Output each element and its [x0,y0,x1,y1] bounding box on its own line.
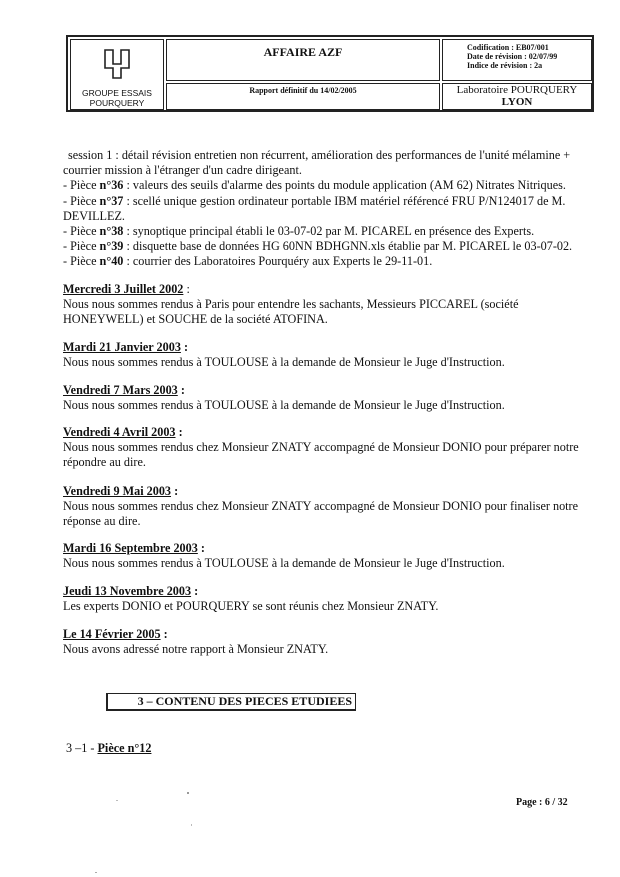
entry-date: Vendredi 7 Mars 2003 [63,383,178,397]
entry-date: Mardi 21 Janvier 2003 [63,340,181,354]
piece-text: : disquette base de données HG 60NN BDHGNN.xls établie par M. PICAREL le 03-07-02. [123,239,573,253]
piece-prefix: - Pièce [63,254,100,268]
scan-mark [95,872,97,873]
entry-date: Le 14 Février 2005 [63,627,161,641]
document-title: AFFAIRE AZF [263,45,343,59]
text-line: session 1 : détail révision entretien non récurrent, amélioration des performances de l'unité mélamine + [68,148,571,162]
laboratoire-name: Laboratoire POURQUERY [456,84,578,96]
piece-text: : synoptique principal établi le 03-07-02 par M. PICAREL en présence des Experts. [123,224,535,238]
entry-text: Nous nous sommes rendus chez Monsieur ZNATY accompagné de Monsieur DONIO pour finaliser notre [63,499,579,513]
entry-text: Nous nous sommes rendus chez Monsieur ZNATY accompagné de Monsieur DONIO pour préparer notre [63,440,579,454]
logo-line-2: POURQUERY [89,98,145,108]
piece-prefix: - Pièce [63,178,100,192]
rapport-cell [166,83,440,110]
entry-date: Mercredi 3 Juillet 2002 [63,282,184,296]
entry-date: Jeudi 13 Novembre 2003 [63,584,192,598]
entry-text: HONEYWELL) et SOUCHE de la société ATOFINA. [63,312,328,326]
scan-mark [116,800,118,801]
piece-37-line [63,194,565,209]
subsection-prefix: 3 –1 - [66,741,98,755]
piece-39-line [63,239,572,254]
entry-text: Nous avons adressé notre rapport à Monsieur ZNATY. [63,642,329,656]
section-heading-box [106,693,356,711]
piece-number: n°39 [99,239,124,253]
date-revision: Date de révision : 02/07/99 [467,52,558,61]
entry-text: Nous nous sommes rendus à TOULOUSE à la demande de Monsieur le Juge d'Instruction. [63,556,505,570]
text-line: DEVILLEZ. [63,209,125,223]
company-logo-icon [101,46,133,82]
piece-prefix: - Pièce [63,224,100,238]
piece-number: n°38 [99,224,124,238]
codification-cell [442,39,592,81]
piece-40-line [63,254,432,269]
entry-suffix: : [180,340,189,354]
logo-cell [70,39,164,110]
laboratoire-cell [442,83,592,110]
entry-date: Vendredi 9 Mai 2003 [63,484,172,498]
entry-suffix: : [183,282,190,296]
rapport-date: Rapport définitif du 14/02/2005 [249,86,357,95]
entry-suffix: : [175,425,183,439]
logo-text [71,88,163,108]
piece-36-line [63,178,566,193]
title-cell [166,39,440,81]
subsection-piece: Pièce n°12 [97,741,152,755]
piece-text: : scellé unique gestion ordinateur portable IBM matériel référencé FRU P/N124017 de M. [123,194,566,208]
entry-suffix: : [171,484,179,498]
piece-number: n°36 [99,178,124,192]
piece-38-line [63,224,534,239]
piece-number: n°40 [99,254,124,268]
entry-suffix: : [177,383,185,397]
piece-number: n°37 [99,194,124,208]
page-number: Page : 6 / 32 [516,797,568,808]
piece-text: : courrier des Laboratoires Pourquéry aux Experts le 29-11-01. [123,254,433,268]
entry-text: Les experts DONIO et POURQUERY se sont réunis chez Monsieur ZNATY. [63,599,439,613]
entry-text: réponse au dire. [63,514,141,528]
subsection-title [66,741,151,756]
entry-date: Vendredi 4 Avril 2003 [63,425,176,439]
logo-line-1: GROUPE ESSAIS [82,88,152,98]
scan-mark [187,792,189,794]
section-heading: 3 – CONTENU DES PIECES ETUDIEES [137,694,352,708]
indice-revision: Indice de révision : 2a [467,61,543,70]
text-line: courrier mission à l'étranger d'un cadre dirigeant. [63,163,302,177]
entry-suffix: : [160,627,168,641]
entry-text: Nous nous sommes rendus à Paris pour entendre les sachants, Messieurs PICCAREL (société [63,297,519,311]
entry-text: Nous nous sommes rendus à TOULOUSE à la demande de Monsieur le Juge d'Instruction. [63,355,505,369]
piece-prefix: - Pièce [63,194,100,208]
entry-text: Nous nous sommes rendus à TOULOUSE à la demande de Monsieur le Juge d'Instruction. [63,398,505,412]
laboratoire-ville: LYON [501,96,533,108]
scan-mark [191,824,192,826]
entry-suffix: : [197,541,205,555]
entry-text: répondre au dire. [63,455,146,469]
entry-suffix: : [191,584,199,598]
codification: Codification : EB07/001 [467,43,549,52]
document-header [66,35,594,112]
piece-prefix: - Pièce [63,239,100,253]
piece-text: : valeurs des seuils d'alarme des points du module application (AM 62) Nitrates Nitriques. [123,178,566,192]
entry-date: Mardi 16 Septembre 2003 [63,541,198,555]
